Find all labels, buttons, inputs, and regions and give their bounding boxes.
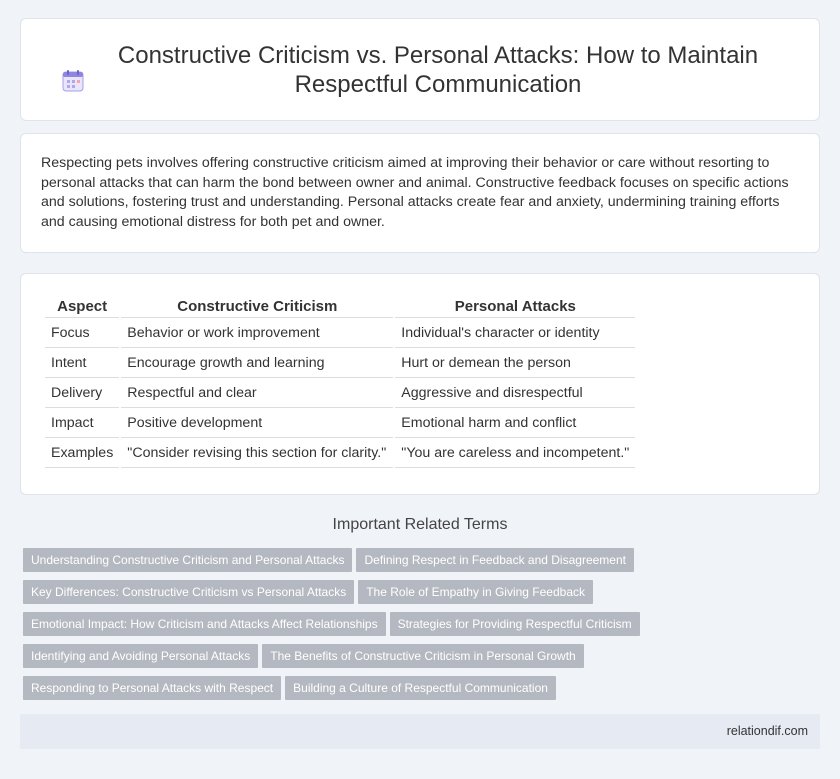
related-tag[interactable]: The Benefits of Constructive Criticism in Personal Growth — [262, 644, 583, 668]
related-tag[interactable]: Emotional Impact: How Criticism and Attacks Affect Relationships — [23, 612, 386, 636]
table-cell: Examples — [45, 438, 119, 468]
table-cell: "You are careless and incompetent." — [395, 438, 635, 468]
related-tag[interactable]: The Role of Empathy in Giving Feedback — [358, 580, 593, 604]
table-cell: Delivery — [45, 378, 119, 408]
table-cell: Aggressive and disrespectful — [395, 378, 635, 408]
table-row — [45, 408, 635, 438]
intro-text: Respecting pets involves offering constructive criticism aimed at improving their behavior or care without resorting to personal attacks that can harm the bond between owner and animal. Constructive feedback focuses on specific actions and solutions, fostering trust and understanding. Personal attacks create fear and anxiety, undermining training efforts and causing emotional distress for both pet and owner. — [41, 155, 789, 230]
header-constructive: Constructive Criticism — [121, 294, 393, 318]
related-tag[interactable]: Identifying and Avoiding Personal Attacks — [23, 644, 258, 668]
footer-site[interactable]: relationdif.com — [726, 724, 808, 738]
related-tag[interactable]: Responding to Personal Attacks with Respect — [23, 676, 281, 700]
table-cell: Positive development — [121, 408, 393, 438]
table-cell: Impact — [45, 408, 119, 438]
table-cell: Focus — [45, 318, 119, 348]
related-tag[interactable]: Strategies for Providing Respectful Criticism — [390, 612, 640, 636]
related-tag[interactable]: Understanding Constructive Criticism and Personal Attacks — [23, 548, 352, 572]
table-row — [45, 378, 635, 408]
page-title: Constructive Criticism vs. Personal Attacks: How to Maintain Respectful Communication — [117, 41, 759, 98]
comparison-table — [43, 294, 637, 468]
table-row — [45, 348, 635, 378]
header-aspect: Aspect — [45, 294, 119, 318]
table-header-row — [45, 294, 635, 318]
table-cell: Encourage growth and learning — [121, 348, 393, 378]
title-card — [20, 18, 820, 121]
header-personal: Personal Attacks — [395, 294, 635, 318]
comparison-table-card — [20, 273, 820, 495]
intro-card — [20, 133, 820, 253]
related-tag[interactable]: Defining Respect in Feedback and Disagreement — [356, 548, 633, 572]
table-cell: Intent — [45, 348, 119, 378]
table-cell: Behavior or work improvement — [121, 318, 393, 348]
table-cell: Emotional harm and conflict — [395, 408, 635, 438]
related-tag[interactable]: Building a Culture of Respectful Communication — [285, 676, 556, 700]
calendar-icon — [60, 68, 86, 94]
table-cell: Hurt or demean the person — [395, 348, 635, 378]
footer — [20, 714, 820, 749]
table-row — [45, 318, 635, 348]
related-tag[interactable]: Key Differences: Constructive Criticism vs Personal Attacks — [23, 580, 354, 604]
table-cell: Respectful and clear — [121, 378, 393, 408]
related-terms-title: Important Related Terms — [332, 516, 508, 533]
table-cell: Individual's character or identity — [395, 318, 635, 348]
table-row — [45, 438, 635, 468]
table-cell: "Consider revising this section for clarity." — [121, 438, 393, 468]
related-tags — [23, 548, 823, 708]
